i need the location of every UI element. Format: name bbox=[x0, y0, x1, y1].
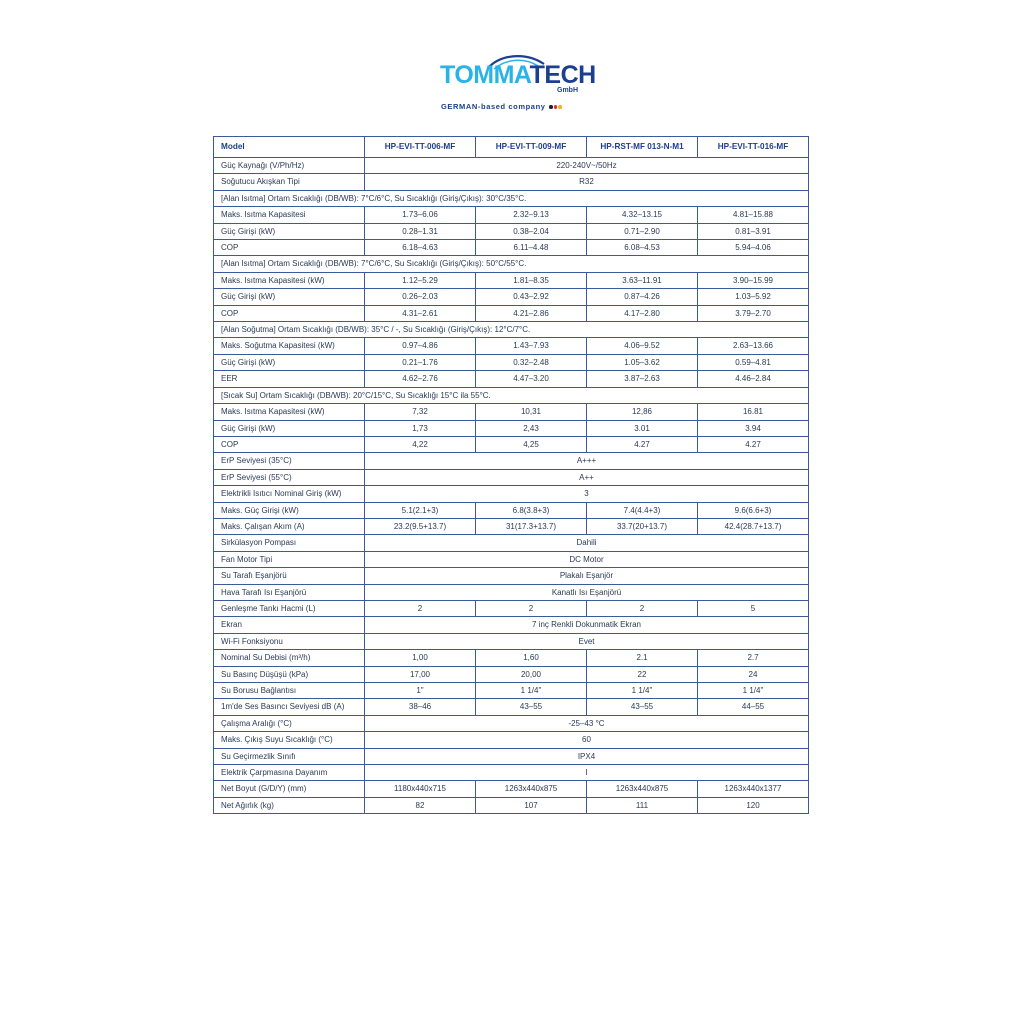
row-value-model-4: 5.94–4.06 bbox=[698, 240, 809, 256]
row-label: Soğutucu Akışkan Tipi bbox=[214, 174, 365, 190]
row-value-model-2: 0.43–2.92 bbox=[476, 289, 587, 305]
row-value-model-1: 4,22 bbox=[365, 436, 476, 452]
row-value-model-2: 2 bbox=[476, 600, 587, 616]
row-value-model-2: 4,25 bbox=[476, 436, 587, 452]
row-value-model-3: 33.7(20+13.7) bbox=[587, 518, 698, 534]
row-value-model-3: 3.63–11.91 bbox=[587, 272, 698, 288]
header-model-1: HP-EVI-TT-006-MF bbox=[365, 137, 476, 158]
row-label: Güç Girişi (kW) bbox=[214, 420, 365, 436]
flag-dot-black-icon bbox=[549, 105, 553, 109]
row-value-model-4: 3.94 bbox=[698, 420, 809, 436]
row-label: Maks. Çalışan Akım (A) bbox=[214, 518, 365, 534]
row-label: Net Boyut (G/D/Y) (mm) bbox=[214, 781, 365, 797]
row-value-model-3: 3.87–2.63 bbox=[587, 371, 698, 387]
row-label: COP bbox=[214, 305, 365, 321]
row-value-model-3: 111 bbox=[587, 797, 698, 813]
row-value-model-3: 6.08–4.53 bbox=[587, 240, 698, 256]
flag-dot-red-icon bbox=[554, 105, 558, 109]
row-label: Net Ağırlık (kg) bbox=[214, 797, 365, 813]
row-value-model-1: 38–46 bbox=[365, 699, 476, 715]
row-value-model-2: 10,31 bbox=[476, 404, 587, 420]
section-label: [Alan Isıtma] Ortam Sıcaklığı (DB/WB): 7°C/6°C, Su Sıcaklığı (Giriş/Çıkış): 30°C/35°C. bbox=[214, 190, 809, 206]
row-value-model-1: 82 bbox=[365, 797, 476, 813]
header-model-2: HP-EVI-TT-009-MF bbox=[476, 137, 587, 158]
row-value-model-4: 3.90–15.99 bbox=[698, 272, 809, 288]
row-value-model-1: 0.21–1.76 bbox=[365, 354, 476, 370]
section-header-row bbox=[214, 256, 809, 272]
row-label: Maks. Isıtma Kapasitesi (kW) bbox=[214, 272, 365, 288]
row-value-model-3: 1 1/4" bbox=[587, 683, 698, 699]
table-row bbox=[214, 404, 809, 420]
row-shared-value: A++ bbox=[365, 469, 809, 485]
row-label: Su Borusu Bağlantısı bbox=[214, 683, 365, 699]
row-value-model-1: 6.18–4.63 bbox=[365, 240, 476, 256]
row-value-model-2: 107 bbox=[476, 797, 587, 813]
row-value-model-2: 1,60 bbox=[476, 650, 587, 666]
section-header-row bbox=[214, 387, 809, 403]
table-row bbox=[214, 174, 809, 190]
row-value-model-4: 1263x440x1377 bbox=[698, 781, 809, 797]
row-value-model-2: 1.81–8.35 bbox=[476, 272, 587, 288]
logo-tagline-row bbox=[441, 102, 562, 112]
row-label: ErP Seviyesi (35°C) bbox=[214, 453, 365, 469]
table-row bbox=[214, 436, 809, 452]
row-label: Wi-Fi Fonksiyonu bbox=[214, 633, 365, 649]
row-shared-value: 7 inç Renkli Dokunmatik Ekran bbox=[365, 617, 809, 633]
row-shared-value: Kanatlı Isı Eşanjörü bbox=[365, 584, 809, 600]
table-row bbox=[214, 765, 809, 781]
row-value-model-3: 2.1 bbox=[587, 650, 698, 666]
row-value-model-3: 4.27 bbox=[587, 436, 698, 452]
table-row bbox=[214, 240, 809, 256]
row-value-model-2: 2,43 bbox=[476, 420, 587, 436]
row-value-model-4: 5 bbox=[698, 600, 809, 616]
row-shared-value: Evet bbox=[365, 633, 809, 649]
table-row bbox=[214, 535, 809, 551]
row-value-model-4: 4.27 bbox=[698, 436, 809, 452]
row-label: COP bbox=[214, 436, 365, 452]
logo-word-tech: TECH bbox=[529, 61, 596, 89]
logo-gmbh: GmbH bbox=[557, 87, 578, 94]
table-row bbox=[214, 617, 809, 633]
table-row bbox=[214, 158, 809, 174]
row-value-model-4: 9.6(6.6+3) bbox=[698, 502, 809, 518]
row-value-model-1: 5.1(2.1+3) bbox=[365, 502, 476, 518]
flag-dot-gold-icon bbox=[558, 105, 562, 109]
table-row bbox=[214, 338, 809, 354]
section-label: [Alan Soğutma] Ortam Sıcaklığı (DB/WB): 35°C / -, Su Sıcaklığı (Giriş/Çıkış): 12°C/7°C. bbox=[214, 322, 809, 338]
row-shared-value: 220-240V~/50Hz bbox=[365, 158, 809, 174]
table-row bbox=[214, 781, 809, 797]
row-value-model-3: 4.17–2.80 bbox=[587, 305, 698, 321]
row-shared-value: Plakalı Eşanjör bbox=[365, 568, 809, 584]
row-value-model-2: 6.11–4.48 bbox=[476, 240, 587, 256]
row-value-model-3: 0.87–4.26 bbox=[587, 289, 698, 305]
row-label: 1m'de Ses Basıncı Seviyesi dB (A) bbox=[214, 699, 365, 715]
table-row bbox=[214, 666, 809, 682]
table-row bbox=[214, 420, 809, 436]
row-label: Güç Girişi (kW) bbox=[214, 289, 365, 305]
table-row bbox=[214, 748, 809, 764]
row-value-model-2: 1.43–7.93 bbox=[476, 338, 587, 354]
row-shared-value: 3 bbox=[365, 486, 809, 502]
table-row bbox=[214, 469, 809, 485]
logo-wordmark bbox=[440, 60, 596, 90]
row-shared-value: R32 bbox=[365, 174, 809, 190]
row-label: Elektrik Çarpmasına Dayanım bbox=[214, 765, 365, 781]
row-value-model-3: 2 bbox=[587, 600, 698, 616]
row-label: Fan Motor Tipi bbox=[214, 551, 365, 567]
row-shared-value: A+++ bbox=[365, 453, 809, 469]
row-label: Maks. Çıkış Suyu Sıcaklığı (°C) bbox=[214, 732, 365, 748]
row-label: Nominal Su Debisi (m³/h) bbox=[214, 650, 365, 666]
row-value-model-1: 4.31–2.61 bbox=[365, 305, 476, 321]
table-row bbox=[214, 502, 809, 518]
row-value-model-4: 2.7 bbox=[698, 650, 809, 666]
row-value-model-3: 12,86 bbox=[587, 404, 698, 420]
header-model-3: HP-RST-MF 013-N-M1 bbox=[587, 137, 698, 158]
table-row bbox=[214, 518, 809, 534]
row-value-model-2: 31(17.3+13.7) bbox=[476, 518, 587, 534]
table-row bbox=[214, 732, 809, 748]
row-label: Maks. Güç Girişi (kW) bbox=[214, 502, 365, 518]
table-row bbox=[214, 568, 809, 584]
section-header-row bbox=[214, 190, 809, 206]
row-value-model-3: 0.71–2.90 bbox=[587, 223, 698, 239]
row-value-model-3: 4.06–9.52 bbox=[587, 338, 698, 354]
row-value-model-3: 4.32–13.15 bbox=[587, 207, 698, 223]
row-shared-value: DC Motor bbox=[365, 551, 809, 567]
row-value-model-3: 7.4(4.4+3) bbox=[587, 502, 698, 518]
row-value-model-1: 1" bbox=[365, 683, 476, 699]
section-label: [Alan Isıtma] Ortam Sıcaklığı (DB/WB): 7°C/6°C, Su Sıcaklığı (Giriş/Çıkış): 50°C/55°C. bbox=[214, 256, 809, 272]
row-value-model-4: 4.46–2.84 bbox=[698, 371, 809, 387]
row-value-model-1: 1.73–6.06 bbox=[365, 207, 476, 223]
row-value-model-1: 1.12–5.29 bbox=[365, 272, 476, 288]
row-label: Güç Kaynağı (V/Ph/Hz) bbox=[214, 158, 365, 174]
header-model-4: HP-EVI-TT-016-MF bbox=[698, 137, 809, 158]
row-shared-value: IPX4 bbox=[365, 748, 809, 764]
table-row bbox=[214, 486, 809, 502]
row-label: EER bbox=[214, 371, 365, 387]
section-label: [Sıcak Su] Ortam Sıcaklığı (DB/WB): 20°C/15°C, Su Sıcaklığı 15°C ila 55°C. bbox=[214, 387, 809, 403]
row-label: Elektrikli Isıtıcı Nominal Giriş (kW) bbox=[214, 486, 365, 502]
row-value-model-4: 16.81 bbox=[698, 404, 809, 420]
row-label: Ekran bbox=[214, 617, 365, 633]
row-label: Hava Tarafı Isı Eşanjörü bbox=[214, 584, 365, 600]
table-row bbox=[214, 551, 809, 567]
row-value-model-4: 120 bbox=[698, 797, 809, 813]
table-row bbox=[214, 633, 809, 649]
table-row bbox=[214, 683, 809, 699]
row-value-model-4: 44–55 bbox=[698, 699, 809, 715]
table-row bbox=[214, 600, 809, 616]
table-row bbox=[214, 715, 809, 731]
spec-table bbox=[213, 136, 809, 814]
row-value-model-1: 0.26–2.03 bbox=[365, 289, 476, 305]
row-value-model-3: 1.05–3.62 bbox=[587, 354, 698, 370]
row-value-model-3: 22 bbox=[587, 666, 698, 682]
table-row bbox=[214, 371, 809, 387]
row-shared-value: Dahili bbox=[365, 535, 809, 551]
row-value-model-4: 3.79–2.70 bbox=[698, 305, 809, 321]
row-label: Maks. Isıtma Kapasitesi (kW) bbox=[214, 404, 365, 420]
row-label: Maks. Soğutma Kapasitesi (kW) bbox=[214, 338, 365, 354]
row-shared-value: 60 bbox=[365, 732, 809, 748]
row-label: ErP Seviyesi (55°C) bbox=[214, 469, 365, 485]
row-value-model-2: 6.8(3.8+3) bbox=[476, 502, 587, 518]
row-value-model-2: 1 1/4" bbox=[476, 683, 587, 699]
spec-table-body bbox=[214, 158, 809, 814]
table-row bbox=[214, 289, 809, 305]
row-value-model-1: 7,32 bbox=[365, 404, 476, 420]
row-value-model-2: 2.32–9.13 bbox=[476, 207, 587, 223]
table-row bbox=[214, 699, 809, 715]
table-row bbox=[214, 650, 809, 666]
row-value-model-2: 0.38–2.04 bbox=[476, 223, 587, 239]
row-value-model-2: 4.47–3.20 bbox=[476, 371, 587, 387]
row-value-model-2: 0.32–2.48 bbox=[476, 354, 587, 370]
row-label: Sirkülasyon Pompası bbox=[214, 535, 365, 551]
table-row bbox=[214, 354, 809, 370]
logo-tagline: GERMAN-based company bbox=[441, 102, 546, 111]
row-value-model-1: 23.2(9.5+13.7) bbox=[365, 518, 476, 534]
row-value-model-3: 1263x440x875 bbox=[587, 781, 698, 797]
row-label: Su Basınç Düşüşü (kPa) bbox=[214, 666, 365, 682]
row-label: Genleşme Tankı Hacmi (L) bbox=[214, 600, 365, 616]
header-model-label: Model bbox=[214, 137, 365, 158]
row-value-model-4: 4.81–15.88 bbox=[698, 207, 809, 223]
row-value-model-4: 1 1/4" bbox=[698, 683, 809, 699]
row-value-model-1: 1,00 bbox=[365, 650, 476, 666]
row-value-model-1: 0.97–4.86 bbox=[365, 338, 476, 354]
table-row bbox=[214, 797, 809, 813]
table-row bbox=[214, 584, 809, 600]
row-value-model-3: 43–55 bbox=[587, 699, 698, 715]
row-value-model-4: 0.59–4.81 bbox=[698, 354, 809, 370]
row-value-model-1: 0.28–1.31 bbox=[365, 223, 476, 239]
row-shared-value: -25–43 °C bbox=[365, 715, 809, 731]
row-label: Çalışma Aralığı (°C) bbox=[214, 715, 365, 731]
row-label: Güç Girişi (kW) bbox=[214, 223, 365, 239]
row-value-model-4: 0.81–3.91 bbox=[698, 223, 809, 239]
row-value-model-2: 43–55 bbox=[476, 699, 587, 715]
row-value-model-4: 42.4(28.7+13.7) bbox=[698, 518, 809, 534]
row-value-model-1: 4.62–2.76 bbox=[365, 371, 476, 387]
row-label: Güç Girişi (kW) bbox=[214, 354, 365, 370]
logo-word-tomma: TOMMA bbox=[440, 61, 530, 89]
row-value-model-2: 4.21–2.86 bbox=[476, 305, 587, 321]
row-label: Maks. Isıtma Kapasitesi bbox=[214, 207, 365, 223]
table-row bbox=[214, 453, 809, 469]
row-value-model-1: 17,00 bbox=[365, 666, 476, 682]
row-value-model-1: 1180x440x715 bbox=[365, 781, 476, 797]
row-value-model-1: 1,73 bbox=[365, 420, 476, 436]
row-value-model-4: 2.63–13.66 bbox=[698, 338, 809, 354]
row-label: Su Geçirmezlik Sınıfı bbox=[214, 748, 365, 764]
section-header-row bbox=[214, 322, 809, 338]
row-shared-value: I bbox=[365, 765, 809, 781]
table-row bbox=[214, 305, 809, 321]
row-value-model-4: 1.03–5.92 bbox=[698, 289, 809, 305]
table-row bbox=[214, 223, 809, 239]
row-label: Su Tarafı Eşanjörü bbox=[214, 568, 365, 584]
row-value-model-1: 2 bbox=[365, 600, 476, 616]
row-value-model-3: 3.01 bbox=[587, 420, 698, 436]
brand-logo bbox=[434, 58, 594, 118]
row-value-model-4: 24 bbox=[698, 666, 809, 682]
row-value-model-2: 20,00 bbox=[476, 666, 587, 682]
row-label: COP bbox=[214, 240, 365, 256]
table-header-row bbox=[214, 137, 809, 158]
table-row bbox=[214, 272, 809, 288]
row-value-model-2: 1263x440x875 bbox=[476, 781, 587, 797]
table-row bbox=[214, 207, 809, 223]
